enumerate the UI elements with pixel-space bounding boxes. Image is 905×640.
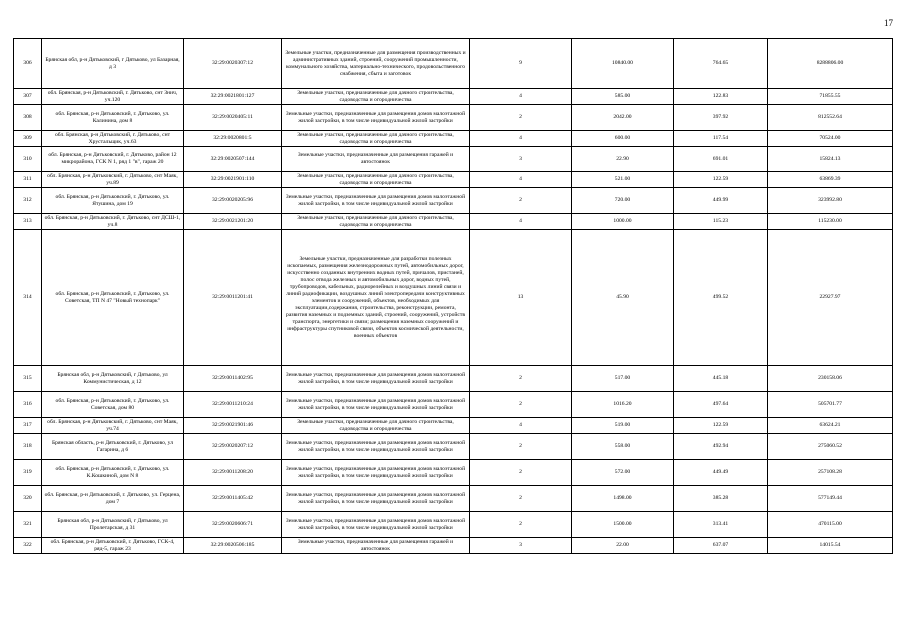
table-row [14,366,893,392]
unit-price-cell: 117.54 [674,131,768,147]
table-row [14,512,893,538]
permitted-use-cell: Земельные участки, предназначенные для размещения домов малоэтажной жилой застройки, в том числе индивидуальной жилой застройки [282,366,470,392]
category-code-cell: 2 [470,105,572,131]
table-row [14,418,893,434]
row-number-cell: 317 [14,418,42,434]
table-row [14,460,893,486]
category-code-cell: 2 [470,366,572,392]
category-code-cell: 2 [470,392,572,418]
cadastral-value-cell: 115230.00 [768,214,893,230]
category-code-cell: 4 [470,214,572,230]
address-cell: обл. Брянская, р-н Дятьковский, г. Дятьково, снт ДСШ-1, уч.8 [42,214,184,230]
cadastral-value-cell: 15824.13 [768,147,893,172]
permitted-use-cell: Земельные участки, предназначенные для размещения домов малоэтажной жилой застройки, в том числе индивидуальной жилой застройки [282,434,470,460]
cadastral-number-cell: 32:29:0020801:5 [184,131,282,147]
unit-price-cell: 122.83 [674,89,768,105]
area-cell: 521.00 [572,172,674,188]
unit-price-cell: 122.59 [674,418,768,434]
cadastral-number-cell: 32:29:0021201:20 [184,214,282,230]
address-cell: обл. Брянская, р-н Дятьковский, г. Дятьково, ул. Советская, ТП N 47 "Новый технопарк" [42,230,184,366]
unit-price-cell: 492.94 [674,434,768,460]
row-number-cell: 307 [14,89,42,105]
category-code-cell: 9 [470,39,572,89]
area-cell: 22.00 [572,538,674,554]
permitted-use-cell: Земельные участки, предназначенные для дачного строительства, садоводства и огородничества [282,89,470,105]
area-cell: 1500.00 [572,512,674,538]
area-cell: 1000.00 [572,214,674,230]
unit-price-cell: 313.41 [674,512,768,538]
cadastral-value-cell: 323992.80 [768,188,893,214]
unit-price-cell: 499.52 [674,230,768,366]
permitted-use-cell: Земельные участки, предназначенные для размещения домов малоэтажной жилой застройки, в том числе индивидуальной жилой застройки [282,392,470,418]
category-code-cell: 4 [470,89,572,105]
address-cell: Брянская обл, р-н Дятьковский, г Дятьково, ул Коммунистическая, д 12 [42,366,184,392]
table-row [14,131,893,147]
category-code-cell: 2 [470,188,572,214]
address-cell: обл. Брянская, р-н Дятьковский, г. Дятьково, снт Знич, уч.120 [42,89,184,105]
cadastral-number-cell: 32:29:0011201:41 [184,230,282,366]
address-cell: обл. Брянская, р-н Дятьковский, г. Дятьково, снт Маяк, уч.74 [42,418,184,434]
cadastral-value-cell: 63624.21 [768,418,893,434]
cadastral-number-cell: 32:29:0011208:20 [184,460,282,486]
area-cell: 720.00 [572,188,674,214]
address-cell: обл. Брянская, р-н Дятьковский, г. Дятьково, ул. Герцена, дом 7 [42,486,184,512]
table-row [14,434,893,460]
cadastral-number-cell: 32:29:0021901:110 [184,172,282,188]
cadastral-value-cell: 812552.64 [768,105,893,131]
row-number-cell: 320 [14,486,42,512]
address-cell: обл. Брянская, р-н Дятьковский, г. Дятьково, ул. К.Кошкиной, дом N 8 [42,460,184,486]
cadastral-value-cell: 275060.52 [768,434,893,460]
row-number-cell: 318 [14,434,42,460]
cadastral-value-cell: 70524.00 [768,131,893,147]
cadastral-number-cell: 32:29:0020506:185 [184,538,282,554]
cadastral-number-cell: 32:29:0020405:11 [184,105,282,131]
area-cell: 572.00 [572,460,674,486]
row-number-cell: 322 [14,538,42,554]
row-number-cell: 315 [14,366,42,392]
cadastral-number-cell: 32:29:0020606:71 [184,512,282,538]
address-cell: Брянская область, р-н Дятьковский, г. Дятьково, ул Гагарина, д 6 [42,434,184,460]
area-cell: 2042.00 [572,105,674,131]
land-plots-table [13,38,893,554]
area-cell: 519.00 [572,418,674,434]
table-row [14,147,893,172]
cadastral-number-cell: 32:29:0020205:96 [184,188,282,214]
permitted-use-cell: Земельные участки, предназначенные для размещения домов малоэтажной жилой застройки, в том числе индивидуальной жилой застройки [282,188,470,214]
area-cell: 585.00 [572,89,674,105]
unit-price-cell: 385.28 [674,486,768,512]
address-cell: обл. Брянская, р-н Дятьковский, г. Дятьково, район 12 микрорайона, ГСК N 1, ряд 1 "в", гараж 20 [42,147,184,172]
address-cell: Брянская обл, р-н Дятьковский, г Дятьково, ул Базарная, д 3 [42,39,184,89]
area-cell: 600.00 [572,131,674,147]
table-row [14,188,893,214]
page-number: 17 [884,18,893,28]
area-cell: 22.90 [572,147,674,172]
address-cell: обл. Брянская, р-н Дятьковский, г. Дятьково, снт Хрустальщик, уч.63 [42,131,184,147]
unit-price-cell: 637.07 [674,538,768,554]
area-cell: 517.00 [572,366,674,392]
unit-price-cell: 122.59 [674,172,768,188]
unit-price-cell: 445.18 [674,366,768,392]
cadastral-value-cell: 470115.00 [768,512,893,538]
category-code-cell: 2 [470,486,572,512]
permitted-use-cell: Земельные участки, предназначенные для дачного строительства, садоводства и огородничества [282,418,470,434]
category-code-cell: 4 [470,131,572,147]
cadastral-number-cell: 32:29:0021901:46 [184,418,282,434]
cadastral-number-cell: 32:29:0020207:12 [184,434,282,460]
permitted-use-cell: Земельные участки, предназначенные для размещения гаражей и автостоянок [282,147,470,172]
cadastral-value-cell: 8288806.00 [768,39,893,89]
table-row [14,172,893,188]
table-row [14,538,893,554]
unit-price-cell: 764.65 [674,39,768,89]
address-cell: обл. Брянская, р-н Дятьковский, г. Дятьково, ул. Калинина, дом 8 [42,105,184,131]
cadastral-number-cell: 32:29:0021801:127 [184,89,282,105]
row-number-cell: 308 [14,105,42,131]
permitted-use-cell: Земельные участки, предназначенные для дачного строительства, садоводства и огородничества [282,214,470,230]
permitted-use-cell: Земельные участки, предназначенные для размещения гаражей и автостоянок [282,538,470,554]
cadastral-value-cell: 257108.28 [768,460,893,486]
cadastral-value-cell: 14015.54 [768,538,893,554]
table-row [14,392,893,418]
cadastral-number-cell: 32:29:0020507:144 [184,147,282,172]
unit-price-cell: 397.92 [674,105,768,131]
unit-price-cell: 449.49 [674,460,768,486]
row-number-cell: 314 [14,230,42,366]
permitted-use-cell: Земельные участки, предназначенные для дачного строительства, садоводства и огородничества [282,172,470,188]
row-number-cell: 310 [14,147,42,172]
area-cell: 10840.00 [572,39,674,89]
permitted-use-cell: Земельные участки, предназначенные для размещения домов малоэтажной жилой застройки, в том числе индивидуальной жилой застройки [282,105,470,131]
table-row [14,89,893,105]
address-cell: обл. Брянская, р-н Дятьковский, г. Дятьково, ул. Ятушина, дом 19 [42,188,184,214]
category-code-cell: 4 [470,172,572,188]
cadastral-value-cell: 577149.44 [768,486,893,512]
address-cell: обл. Брянская, р-н Дятьковский, г. Дятьково, ГСК-4, ряд-5, гараж 23 [42,538,184,554]
cadastral-value-cell: 71855.55 [768,89,893,105]
cadastral-value-cell: 505701.77 [768,392,893,418]
category-code-cell: 13 [470,230,572,366]
unit-price-cell: 497.64 [674,392,768,418]
category-code-cell: 2 [470,434,572,460]
area-cell: 1016.20 [572,392,674,418]
address-cell: обл. Брянская, р-н Дятьковский, г. Дятьково, снт Маяк, уч.89 [42,172,184,188]
cadastral-number-cell: 32:29:0011402:95 [184,366,282,392]
table-row [14,39,893,89]
unit-price-cell: 115.23 [674,214,768,230]
cadastral-number-cell: 32:29:0011405:42 [184,486,282,512]
table-row [14,230,893,366]
cadastral-value-cell: 63869.39 [768,172,893,188]
category-code-cell: 4 [470,418,572,434]
permitted-use-cell: Земельные участки, предназначенные для размещения домов малоэтажной жилой застройки, в том числе индивидуальной жилой застройки [282,460,470,486]
area-cell: 1498.00 [572,486,674,512]
table-row [14,105,893,131]
row-number-cell: 316 [14,392,42,418]
row-number-cell: 312 [14,188,42,214]
permitted-use-cell: Земельные участки, предназначенные для дачного строительства, садоводства и огородничества [282,131,470,147]
area-cell: 558.00 [572,434,674,460]
unit-price-cell: 691.01 [674,147,768,172]
area-cell: 45.90 [572,230,674,366]
table-row [14,214,893,230]
permitted-use-cell: Земельные участки, предназначенные для размещения производственных и административных зданий, строений, сооружений промышленности, коммунального хозяйства, материально-технического, продовольственного снабжения, сбыта и заготовок [282,39,470,89]
category-code-cell: 2 [470,460,572,486]
address-cell: обл. Брянская, р-н Дятьковский, г. Дятьково, ул. Советская, дом 80 [42,392,184,418]
unit-price-cell: 449.99 [674,188,768,214]
address-cell: Брянская обл, р-н Дятьковский, г Дятьково, ул Пролетарская, д 31 [42,512,184,538]
cadastral-number-cell: 32:29:0011210:24 [184,392,282,418]
table-row [14,486,893,512]
row-number-cell: 319 [14,460,42,486]
permitted-use-cell: Земельные участки, предназначенные для размещения домов малоэтажной жилой застройки, в том числе индивидуальной жилой застройки [282,512,470,538]
category-code-cell: 3 [470,147,572,172]
category-code-cell: 3 [470,538,572,554]
row-number-cell: 309 [14,131,42,147]
row-number-cell: 321 [14,512,42,538]
permitted-use-cell: Земельные участки, предназначенные для разработки полезных ископаемых, размещения железнодорожных путей, автомобильных дорог, искусственно созданных внутренних водных путей, причалов, пристаней, полос отвода железных и автомобильных дорог, водных путей, трубопроводов, кабельных, радиорелейных и воздушных линий связи и линий радиофикации, воздушных линий электропередачи конструктивных элементов и сооружений, объектов, необходимых для эксплуатации,содержания, строительства, реконструкции, ремонта, развития наземных и подземных зданий, строений, сооружений, устройств транспорта, энергетики и связи; размещения наземных сооружений и инфраструктуры спутниковой связи, объектов космической деятельности, военных объектов [282,230,470,366]
cadastral-value-cell: 230158.06 [768,366,893,392]
row-number-cell: 311 [14,172,42,188]
cadastral-value-cell: 22927.97 [768,230,893,366]
category-code-cell: 2 [470,512,572,538]
permitted-use-cell: Земельные участки, предназначенные для размещения домов малоэтажной жилой застройки, в том числе индивидуальной жилой застройки [282,486,470,512]
cadastral-number-cell: 32:29:0020307:12 [184,39,282,89]
row-number-cell: 306 [14,39,42,89]
row-number-cell: 313 [14,214,42,230]
